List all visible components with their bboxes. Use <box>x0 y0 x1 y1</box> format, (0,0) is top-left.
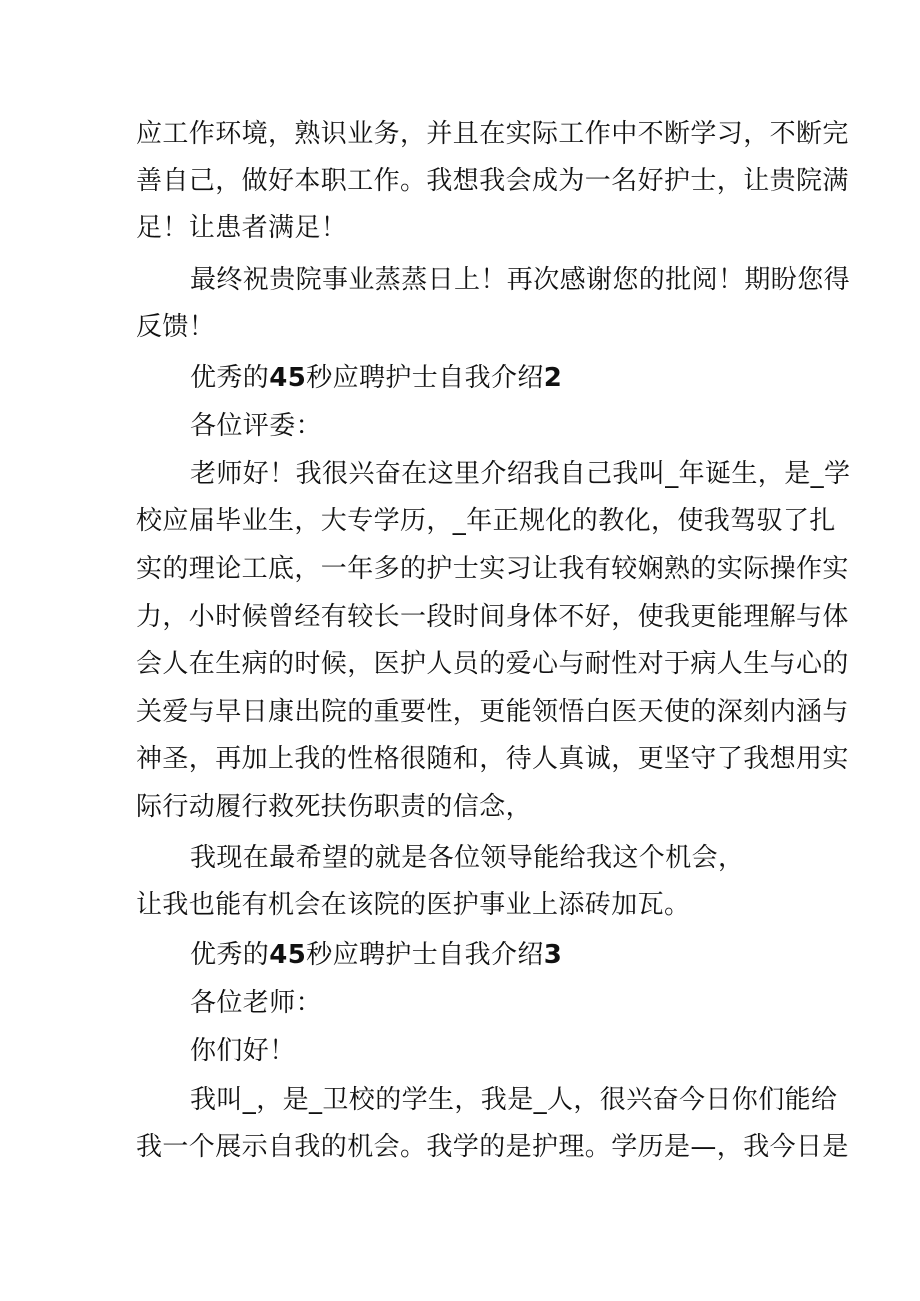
heading-index: 2 <box>543 363 563 393</box>
paragraph-line: 应工作环境，熟识业务，并且在实际工作中不断学习，不断完 <box>136 119 849 149</box>
paragraph-line: 让我也能有机会在该院的医护事业上添砖加瓦。 <box>136 890 691 920</box>
section-heading-3 <box>190 937 562 973</box>
paragraph-line: 善自己，做好本职工作。我想我会成为一名好护士，让贵院满 <box>136 166 849 196</box>
paragraph-line: 我现在最希望的就是各位领导能给我这个机会， <box>190 843 745 873</box>
heading-prefix: 优秀的 <box>190 363 270 393</box>
salutation: 各位评委： <box>190 411 323 441</box>
section-heading-2 <box>190 360 562 396</box>
paragraph-line: 力，小时候曾经有较长一段时间身体不好，使我更能理解与体 <box>136 602 849 632</box>
paragraph-line: 我一个展示自我的机会。我学的是护理。学历是—，我今日是 <box>136 1132 849 1162</box>
paragraph-line: 关爱与早日康出院的重要性，更能领悟白医天使的深刻内涵与 <box>136 697 849 727</box>
heading-suffix: 秒应聘护士自我介绍 <box>306 940 544 970</box>
heading-prefix: 优秀的 <box>190 940 270 970</box>
paragraph-line: 神圣，再加上我的性格很随和，待人真诚，更坚守了我想用实 <box>136 744 849 774</box>
paragraph-line: 实的理论工底，一年多的护士实习让我有较娴熟的实际操作实 <box>136 554 849 584</box>
paragraph-line: 老师好！我很兴奋在这里介绍我自己我叫_年诞生，是_学 <box>190 459 851 489</box>
heading-suffix: 秒应聘护士自我介绍 <box>306 363 544 393</box>
paragraph-line: 我叫_，是_卫校的学生，我是_人，很兴奋今日你们能给 <box>190 1085 838 1115</box>
paragraph-line: 会人在生病的时候，医护人员的爱心与耐性对于病人生与心的 <box>136 649 849 679</box>
paragraph-line: 足！让患者满足！ <box>136 213 348 243</box>
heading-index: 3 <box>543 940 563 970</box>
paragraph-line: 反馈！ <box>136 312 216 342</box>
heading-number: 45 <box>269 940 307 970</box>
salutation: 各位老师： <box>190 988 323 1018</box>
paragraph-line: 最终祝贵院事业蒸蒸日上！再次感谢您的批阅！期盼您得 <box>190 265 851 295</box>
heading-number: 45 <box>269 363 307 393</box>
greeting: 你们好！ <box>190 1036 296 1066</box>
paragraph-line: 际行动履行救死扶伤职责的信念， <box>136 792 533 822</box>
paragraph-line: 校应届毕业生，大专学历，_年正规化的教化，使我驾驭了扎 <box>136 506 836 536</box>
